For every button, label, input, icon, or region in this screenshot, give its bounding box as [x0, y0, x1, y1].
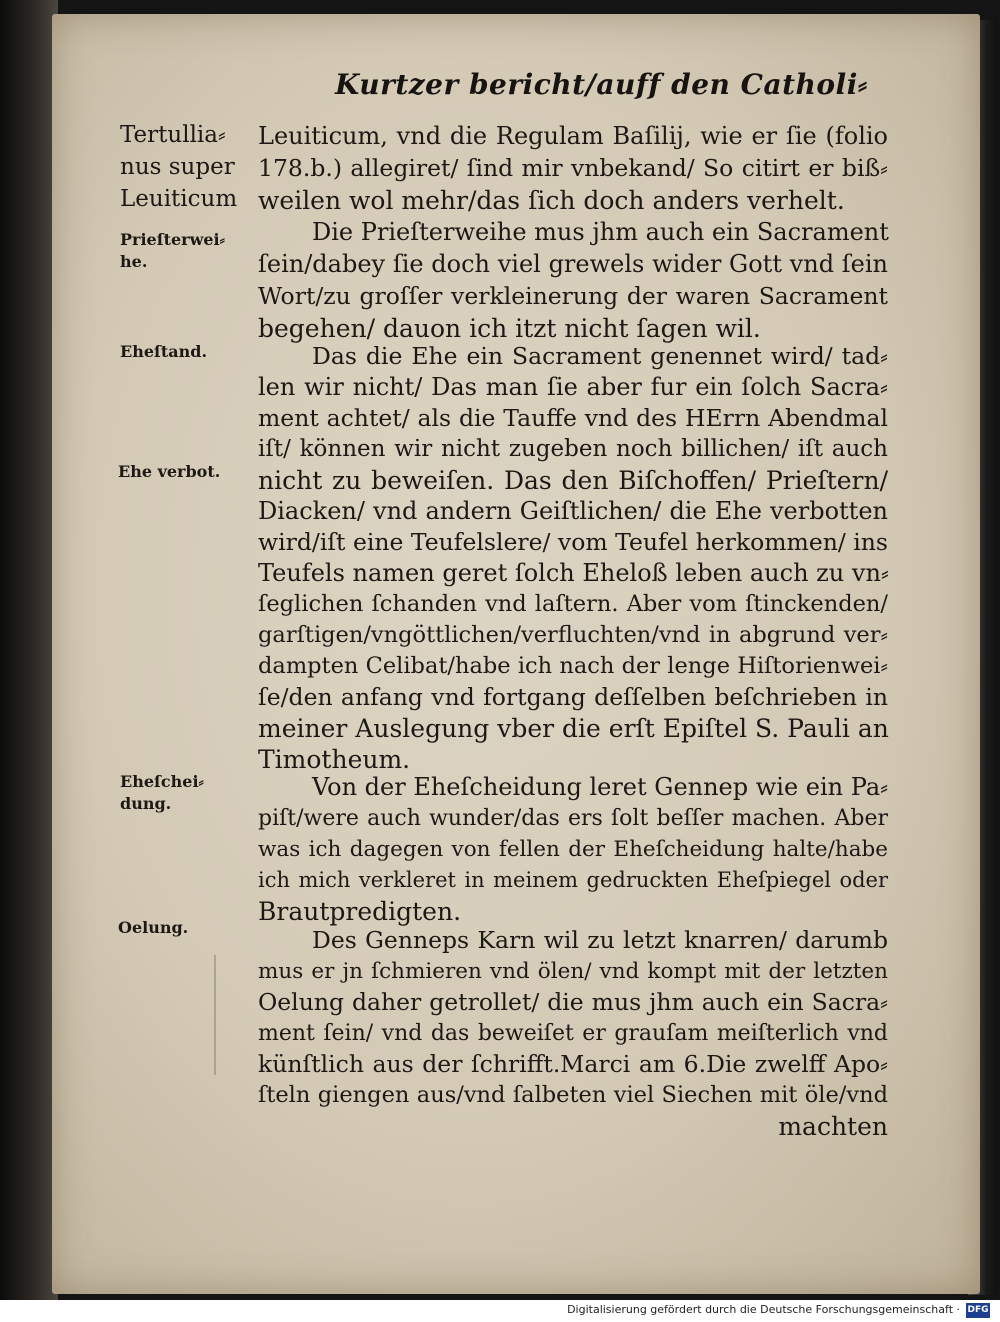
- margin-note-ehe-verbot: Ehe verbot.: [118, 462, 221, 481]
- body-line-30: ment ſein/ vnd das beweiſet er grauſam meiſterlich vnd: [258, 1021, 888, 1046]
- body-line-14: wird/iſt eine Teufelslere/ vom Teufel herkommen/ ins: [258, 528, 888, 556]
- body-line-24: was ich dagegen von fellen der Eheſcheidung halte/habe: [258, 837, 888, 862]
- body-line-23: piſt/were auch wunder/das ers ſolt beſſer machen. Aber: [258, 806, 888, 831]
- body-line-3: weilen wol mehr/das ſich doch anders verhelt.: [258, 186, 845, 215]
- body-line-20: meiner Auslegung vber die erſt Epiſtel S. Pauli an: [258, 714, 889, 743]
- book-gutter: [0, 0, 58, 1300]
- margin-note-oelung: Oelung.: [118, 918, 189, 937]
- body-line-13: Diacken/ vnd andern Geiſtlichen/ die Ehe verbotten: [258, 497, 888, 525]
- body-line-15: Teufels namen geret ſolch Eheloß leben auch zu vn⸗: [258, 559, 889, 587]
- dfg-logo-icon: DFG: [966, 1303, 990, 1318]
- body-line-4: Die Prieſterweihe mus jhm auch ein Sacrament: [312, 218, 889, 246]
- footer-bar: [0, 1300, 1000, 1322]
- running-title: Kurtzer bericht/auff den Catholi⸗: [335, 68, 868, 101]
- body-line-27: Des Genneps Karn wil zu letzt knarren/ darumb: [312, 926, 888, 954]
- margin-note-tertullian-2: nus super: [120, 154, 235, 180]
- body-line-19: ſe/den anfang vnd fortgang deſſelben beſchrieben in: [258, 683, 888, 711]
- body-line-6: Wort/zu groſſer verkleinerung der waren Sacrament: [258, 282, 888, 310]
- margin-mark: [214, 955, 216, 1075]
- body-line-16: ſeglichen ſchanden vnd laſtern. Aber vom ſtinckenden/: [258, 591, 888, 617]
- body-line-22: Von der Eheſcheidung leret Gennep wie ein Pa⸗: [312, 773, 889, 801]
- margin-note-ehestand: Eheſtand.: [120, 342, 208, 361]
- body-line-10: ment achtet/ als die Tauffe vnd des HErrn Abendmal: [258, 404, 888, 432]
- body-line-8: Das die Ehe ein Sacrament genennet wird/ tad⸗: [312, 342, 888, 370]
- body-line-29: Oelung daher getrollet/ die mus jhm auch ein Sacra⸗: [258, 988, 888, 1016]
- body-line-5: ſein/dabey ſie doch viel grewels wider Gott vnd ſein: [258, 250, 888, 278]
- body-line-21: Timotheum.: [258, 745, 411, 774]
- margin-note-priesterweihe-1: Prieſterwei⸗: [120, 230, 225, 249]
- body-line-25: ich mich verkleret in meinem gedruckten Eheſpiegel oder: [258, 868, 888, 892]
- body-line-7: begehen/ dauon ich itzt nicht ſagen wil.: [258, 314, 761, 343]
- footer-credit: Digitalisierung gefördert durch die Deutsche Forschungsgemeinschaft ·: [567, 1303, 960, 1316]
- margin-note-priesterweihe-2: he.: [120, 252, 148, 271]
- margin-note-ehescheidung-2: dung.: [120, 794, 172, 813]
- body-line-32: ſteln giengen aus/vnd ſalbeten viel Siechen mit öle/vnd: [258, 1082, 888, 1108]
- body-line-31: künſtlich aus der ſchrifft.Marci am 6.Die zwelff Apo⸗: [258, 1050, 888, 1078]
- body-line-11: iſt/ können wir nicht zugeben noch billichen/ iſt auch: [258, 436, 888, 462]
- margin-note-tertullian-1: Tertullia⸗: [120, 122, 226, 148]
- body-line-28: mus er jn ſchmieren vnd ölen/ vnd kompt mit der letzten: [258, 959, 888, 984]
- body-line-2: 178.b.) allegiret/ ſind mir vnbekand/ So citirt er biß⸗: [258, 154, 888, 182]
- margin-note-tertullian-3: Leuiticum: [120, 186, 238, 212]
- body-line-18: dampten Celibat/habe ich nach der lenge Hiſtorienwei⸗: [258, 653, 888, 679]
- body-line-26: Brautpredigten.: [258, 897, 462, 926]
- catchword: machten: [778, 1112, 888, 1141]
- body-line-17: garſtigen/vngöttlichen/verfluchten/vnd in abgrund ver⸗: [258, 622, 888, 648]
- body-line-12: nicht zu beweiſen. Das den Biſchoffen/ Prieſtern/: [258, 466, 888, 495]
- body-line-9: len wir nicht/ Das man ſie aber fur ein ſolch Sacra⸗: [258, 373, 888, 401]
- margin-note-ehescheidung-1: Eheſchei⸗: [120, 772, 204, 791]
- body-line-1: Leuiticum, vnd die Regulam Baſilij, wie er ſie (folio: [258, 122, 888, 150]
